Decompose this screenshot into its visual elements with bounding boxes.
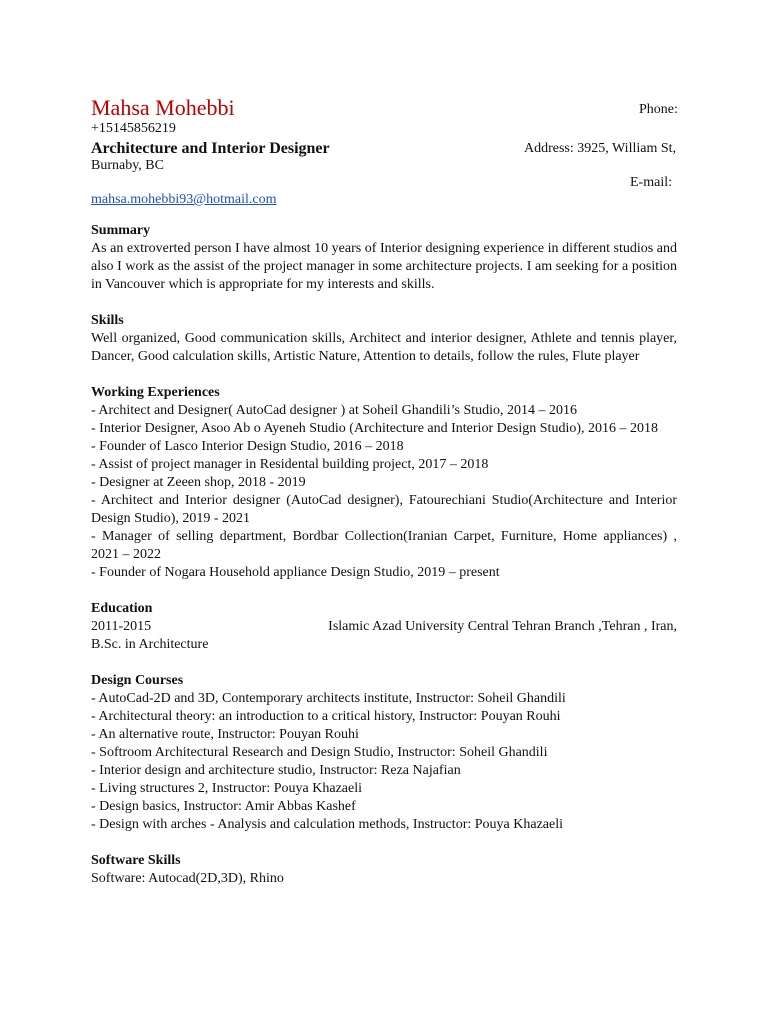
experience-item: - Manager of selling department, Bordbar Collection(Iranian Carpet, Furniture, Home appliances) , 2021 – 2022: [91, 529, 677, 562]
experience-item: - Assist of project manager in Residental building project, 2017 – 2018: [91, 457, 489, 472]
email-link[interactable]: mahsa.mohebbi93@hotmail.com: [91, 192, 277, 207]
course-item: - Architectural theory: an introduction to a critical history, Instructor: Pouyan Rouhi: [91, 709, 561, 724]
address-label: Address: 3925, William St,: [524, 141, 677, 156]
course-item: - Design with arches - Analysis and calculation methods, Instructor: Pouya Khazaeli: [91, 817, 563, 832]
course-item: - Softroom Architectural Research and Design Studio, Instructor: Soheil Ghandili: [91, 745, 548, 760]
email-label: E-mail:: [630, 175, 672, 190]
phone-label: Phone:: [639, 102, 678, 117]
education-heading: Education: [91, 601, 153, 616]
summary-text: As an extroverted person I have almost 10 years of Interior designing experience in different studios and also I work as the assist of the project manager in some architecture projects. I am seeking for a position in Vancouver which is appropriate for my interests and skills.: [91, 241, 677, 292]
course-item: - Interior design and architecture studio, Instructor: Reza Najafian: [91, 763, 461, 778]
education-row: [91, 618, 677, 636]
job-title: Architecture and Interior Designer: [91, 140, 330, 157]
experience-item: - Designer at Zeeen shop, 2018 - 2019: [91, 475, 306, 490]
experience-item: - Founder of Nogara Household appliance Design Studio, 2019 – present: [91, 565, 500, 580]
software-heading: Software Skills: [91, 853, 181, 868]
summary-section: [91, 222, 677, 294]
education-section: [91, 600, 677, 654]
experience-heading: Working Experiences: [91, 385, 220, 400]
software-text: Software: Autocad(2D,3D), Rhino: [91, 871, 284, 886]
software-section: [91, 852, 677, 888]
phone-value: +15145856219: [91, 121, 176, 136]
education-institution: Islamic Azad University Central Tehran Branch ,Tehran , Iran,: [328, 619, 677, 634]
skills-section: [91, 312, 677, 366]
skills-heading: Skills: [91, 313, 124, 328]
courses-section: [91, 672, 677, 834]
address-continued: Burnaby, BC: [91, 158, 164, 173]
education-degree: B.Sc. in Architecture: [91, 637, 209, 652]
summary-heading: Summary: [91, 223, 151, 238]
experience-item: - Founder of Lasco Interior Design Studio, 2016 – 2018: [91, 439, 404, 454]
experience-section: [91, 384, 677, 582]
courses-list: [91, 690, 677, 834]
course-item: - Design basics, Instructor: Amir Abbas Kashef: [91, 799, 356, 814]
course-item: - Living structures 2, Instructor: Pouya Khazaeli: [91, 781, 362, 796]
courses-heading: Design Courses: [91, 673, 184, 688]
education-years: 2011-2015: [91, 619, 152, 634]
course-item: - An alternative route, Instructor: Pouyan Rouhi: [91, 727, 359, 742]
applicant-name: Mahsa Mohebbi: [91, 95, 235, 120]
experience-list: [91, 402, 677, 582]
resume-body: [91, 222, 677, 906]
experience-item: - Architect and Interior designer (AutoCad designer), Fatourechiani Studio(Architecture and Interior Design Studio), 2019 - 2021: [91, 493, 677, 526]
experience-item: - Interior Designer, Asoo Ab o Ayeneh Studio (Architecture and Interior Design Studio), 2016 – 2018: [91, 421, 658, 436]
skills-text: Well organized, Good communication skills, Architect and interior designer, Athlete and tennis player, Dancer, Good calculation skills, Artistic Nature, Attention to details, follow the rules, Flute player: [91, 331, 677, 364]
experience-item: - Architect and Designer( AutoCad designer ) at Soheil Ghandili’s Studio, 2014 – 2016: [91, 403, 578, 418]
course-item: - AutoCad-2D and 3D, Contemporary architects institute, Instructor: Soheil Ghandili: [91, 691, 566, 706]
